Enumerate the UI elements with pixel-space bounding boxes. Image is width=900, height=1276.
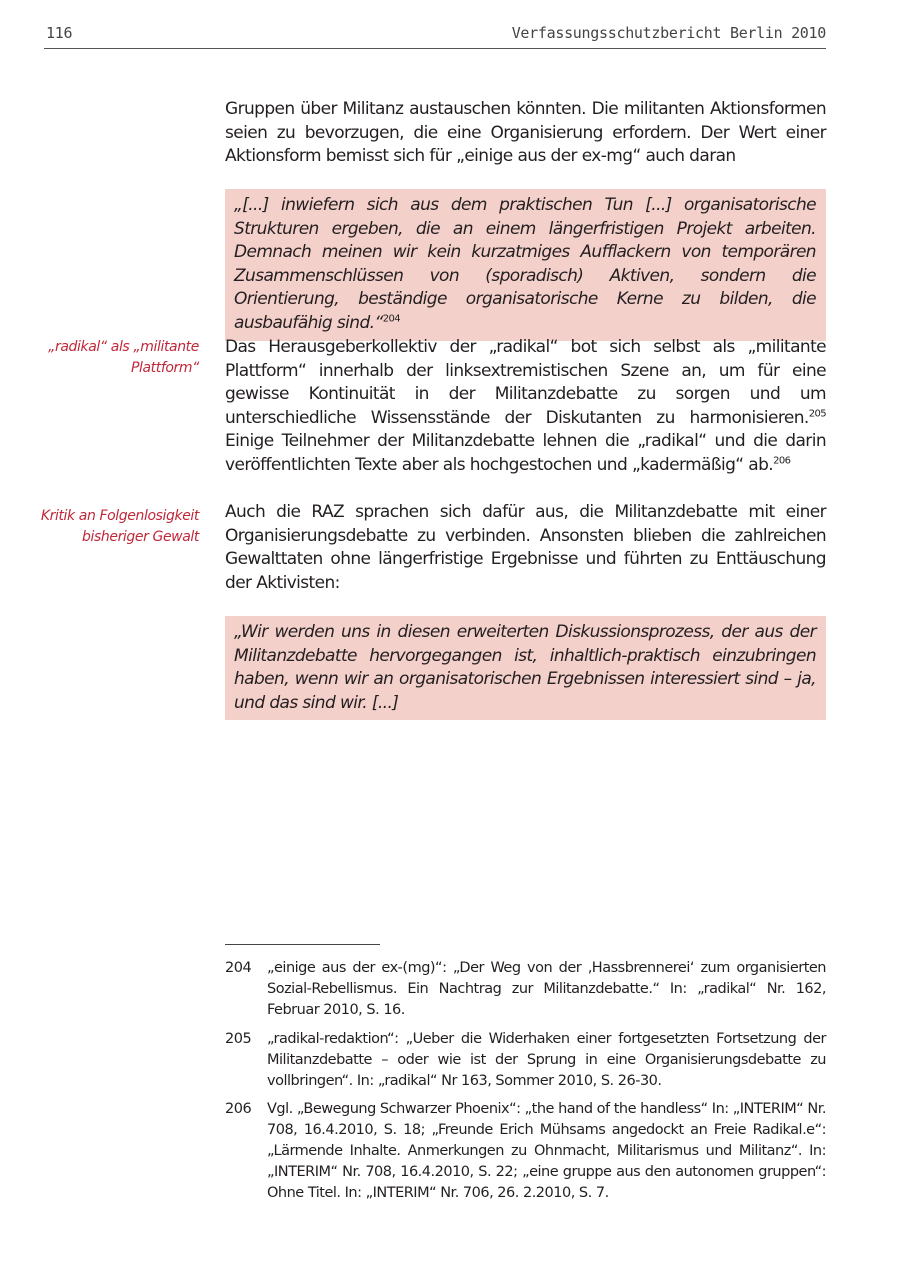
footnote-ref-204: 204 bbox=[382, 312, 400, 324]
block-quote-1 bbox=[225, 189, 826, 341]
margin-note-radikal: „radikal“ als „militante Plattform“ bbox=[48, 339, 199, 376]
footnote-ref-206: 206 bbox=[773, 454, 791, 466]
paragraph-1: Gruppen über Militanz austauschen könnten. Die militanten Aktionsformen seien zu bevorzugen, die eine Organisierung erfordern. Der Wert einer Aktionsform bemisst sich für „einige aus der ex-mg“ auch daran bbox=[225, 99, 826, 166]
footnote-number: 205 bbox=[225, 1031, 252, 1047]
running-title: Verfassungsschutzbericht Berlin 2010 bbox=[511, 24, 826, 42]
margin-note-kritik: Kritik an Folgenlosigkeit bisheriger Gewalt bbox=[40, 508, 199, 545]
footnote-text: Vgl. „Bewegung Schwarzer Phoenix“: „the hand of the handless“ In: „INTERIM“ Nr. 708, 16.4.2010, S. 18; „Freunde Erich Mühsams angedockt an Freie Radikal.e“: „Lärmende Inhalte. Anmerkungen zu Ohnmacht, Militarismus und Militanz“. In: „INTERIM“ Nr. 708, 16.4.2010, S. 22; „eine gruppe aus den autonomen gruppen“: Ohne Titel. In: „INTERIM“ Nr. 706, 26. 2.2010, S. 7. bbox=[267, 1101, 826, 1201]
page-header bbox=[44, 24, 826, 49]
footnote-206 bbox=[225, 1099, 826, 1204]
footnote-text: „einige aus der ex-(mg)“: „Der Weg von der ‚Hassbrennerei‘ zum organisierten Sozial-Rebellismus. Ein Nachtrag zur Militanzdebatte.“ In: „radikal“ Nr. 162, Februar 2010, S. 16. bbox=[267, 960, 826, 1018]
footnote-separator bbox=[225, 944, 380, 945]
paragraph-3: Auch die RAZ sprachen sich dafür aus, die Militanzdebatte mit einer Organisierungsdebatte zu verbinden. Ansonsten blieben die zahlreichen Gewalttaten ohne längerfristige Ergebnisse und führten zu Enttäuschung der Aktivisten: bbox=[225, 502, 826, 593]
footnote-ref-205: 205 bbox=[808, 407, 826, 419]
footnote-204 bbox=[225, 958, 826, 1021]
block-quote-2: „Wir werden uns in diesen erweiterten Diskussionsprozess, der aus der Militanzdebatte hervorgegangen ist, inhaltlich-praktisch einzubringen haben, wenn wir an organisatorischen Ergebnissen interessiert sind – ja, und das sind wir. [...] bbox=[225, 616, 826, 720]
paragraph-2-continued: Einige Teilnehmer der Militanzdebatte lehnen die „radikal“ und die darin veröffentlichten Texte aber als hochgestochen und „kadermäßig“ ab. bbox=[225, 431, 826, 475]
footnote-text: „radikal-redaktion“: „Ueber die Widerhaken einer fortgesetzten Fortsetzung der Militanzdebatte – oder wie ist der Sprung in eine Organisierungsdebatte zu vollbringen“. In: „radikal“ Nr 163, Sommer 2010, S. 26-30. bbox=[267, 1031, 826, 1089]
footnote-205 bbox=[225, 1029, 826, 1092]
footnote-number: 206 bbox=[225, 1101, 252, 1117]
quote-1-text: „[...] inwiefern sich aus dem praktischen Tun [...] organisatorische Strukturen ergeben, die an einem längerfristigen Projekt arbeiten. Demnach meinen wir kein kurzatmiges Aufflackern von temporären Zusammenschlüssen von (sporadisch) Aktiven, sondern die Orientierung, beständige organisatorische Kerne zu bilden, die ausbaufähig sind.“ bbox=[234, 195, 816, 333]
footnote-number: 204 bbox=[225, 960, 252, 976]
paragraph-2-text: Das Herausgeberkollektiv der „radikal“ bot sich selbst als „militante Plattform“ innerhalb der linksextremistischen Szene an, um für eine gewisse Kontinuität in der Militanzdebatte zu sorgen und um unterschiedliche Wissensstände der Diskutanten zu harmonisieren. bbox=[225, 337, 826, 428]
page-number: 116 bbox=[46, 24, 73, 42]
paragraph-2 bbox=[225, 336, 826, 477]
